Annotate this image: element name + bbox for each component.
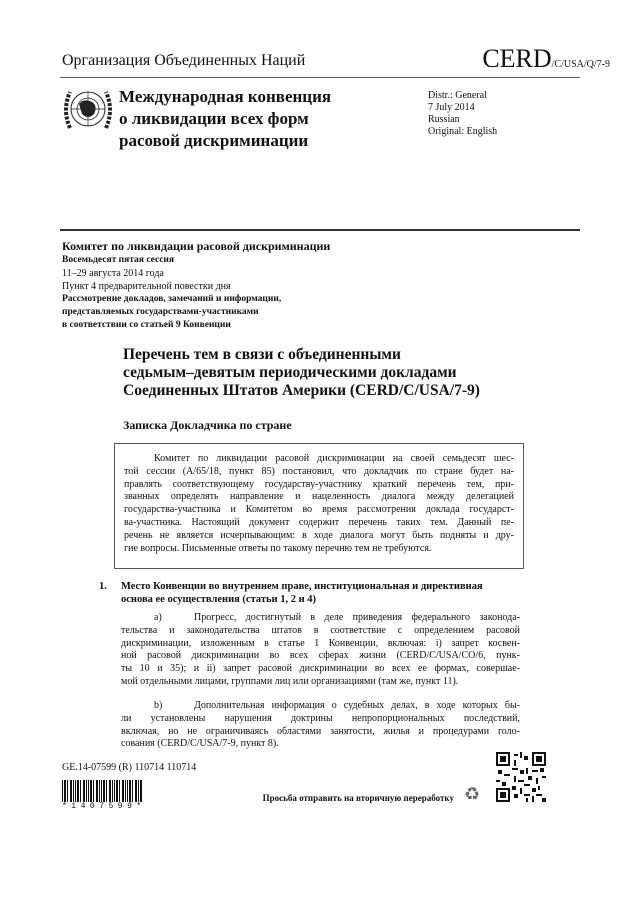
paragraph-line: включая, но не ограничиваясь областями занятости, жилья и процедурами голо-	[121, 725, 520, 737]
symbol-main: CERD	[482, 44, 552, 73]
convention-title	[119, 86, 331, 152]
paragraph-line: дискриминации, изложенным в статье 1 Конвенции, включая: i) запрет косвен-	[121, 637, 520, 649]
agenda-item: Пункт 4 предварительной повестки дня	[62, 281, 231, 292]
agenda-title: представляемых государствами-участниками	[62, 307, 259, 317]
barcode-number: *1407599*	[62, 802, 146, 811]
title-line: Перечень тем в связи с объединенными	[123, 346, 401, 363]
paragraph-line: Дополнительная информация о судебных делах, в ходе которых бы-	[194, 700, 520, 711]
paragraph-line: мой отдельными лицами, группами лиц или организациями (там же, пункт 11).	[121, 675, 459, 687]
committee-block	[62, 238, 330, 332]
note-heading: Записка Докладчика по стране	[123, 418, 292, 432]
convention-line: Международная конвенция	[119, 87, 332, 106]
job-code: GE.14-07599 (R) 110714 110714	[62, 762, 197, 773]
qr-code-icon	[496, 752, 546, 802]
box-line: Комитет по ликвидации расовой дискриминации на своей семьдесят шес-	[154, 453, 514, 464]
session-dates: 11–29 августа 2014 года	[62, 268, 164, 279]
paragraph-line: тельства и законодательства штатов в соответствие с определением расовой	[121, 624, 520, 636]
paragraph-line: сования (CERD/C/USA/7-9, пункт 8).	[121, 738, 279, 750]
paragraph-a	[121, 612, 520, 689]
document-symbol	[482, 44, 610, 74]
original-language: Original: English	[428, 126, 498, 137]
header-rule	[60, 77, 580, 78]
title-line: седьмым–девятым периодическими докладами	[123, 364, 457, 381]
paragraph-line: ты 10 и 35); и ii) запрет расовой дискриминации во всех ее формах, совершае-	[121, 663, 520, 675]
distr: Distr.: General	[428, 90, 487, 101]
agenda-title: Рассмотрение докладов, замечаний и информации,	[62, 294, 282, 304]
paragraph-b	[121, 700, 520, 751]
convention-line: расовой дискриминации	[119, 131, 309, 150]
summary-box	[114, 443, 524, 569]
barcode-icon	[62, 780, 142, 802]
title-line: Соединенных Штатов Америки (CERD/C/USA/7-9)	[123, 382, 480, 399]
box-line: государства-участника и Комитетом во время рассмотрения доклада государст-	[124, 504, 514, 516]
language: Russian	[428, 114, 460, 125]
box-line: правлять соответствующему государству-участнику краткий перечень тем, при-	[124, 478, 514, 490]
box-line: той сессии (A/65/18, пункт 85) постановил, что докладчик по стране будет на-	[124, 465, 514, 477]
section-rule	[60, 229, 580, 231]
box-line: гие вопросы. Письменные ответы по такому перечню тем не требуются.	[124, 542, 432, 554]
paragraph-line: ли установлены нарушения доктрины непропорциональных последствий,	[121, 712, 520, 724]
convention-line: о ликвидации всех форм	[119, 109, 309, 128]
distribution-info	[428, 90, 497, 138]
recycle-icon: ♻	[464, 784, 481, 804]
box-line: ва-участника. Настоящий документ содержит перечень таких тем. Данный пе-	[124, 516, 514, 528]
recycle-text: Просьба отправить на вторичную переработку	[262, 793, 454, 803]
organization-name: Организация Объединенных Наций	[62, 52, 306, 69]
section-number: 1.	[99, 581, 107, 592]
date: 7 July 2014	[428, 102, 475, 113]
committee-name: Комитет по ликвидации расовой дискриминации	[62, 239, 331, 253]
paragraph-line: Прогресс, достигнутый в деле приведения федерального законода-	[194, 612, 520, 623]
paragraph-line: ной расовой дискриминации во всех сферах жизни (CERD/C/USA/CO/6, пунк-	[121, 650, 520, 662]
paragraph-label: b)	[154, 700, 163, 711]
un-emblem-icon	[62, 84, 114, 136]
section-heading-line: Место Конвенции во внутреннем праве, институциональная и директивная	[121, 581, 483, 592]
session: Восемьдесят пятая сессия	[62, 255, 175, 265]
document-title	[123, 346, 480, 400]
box-line: званных определять направление и нацеленность диалога между делегацией	[124, 491, 514, 503]
section-heading-line: основа ее осуществления (статьи 1, 2 и 4)	[121, 594, 317, 605]
agenda-title: в соответствии со статьей 9 Конвенции	[62, 320, 231, 330]
box-line: речень не является исчерпывающим: в ходе диалога могут быть подняты и дру-	[124, 529, 514, 541]
symbol-sub: /C/USA/Q/7-9	[551, 59, 610, 70]
paragraph-label: a)	[154, 612, 162, 623]
